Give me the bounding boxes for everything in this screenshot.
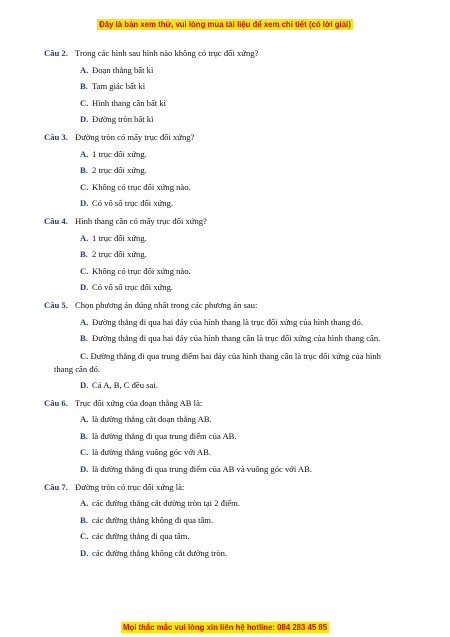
preview-banner-text: Đây là bản xem thử, vui lòng mua tài liệu để xem chi tiết (có lời giải)	[99, 20, 351, 29]
question-number: Câu 2.	[44, 48, 68, 58]
option-letter: C.	[80, 181, 89, 192]
question-number: Câu 6.	[44, 397, 68, 408]
question-number: Câu 7.	[44, 481, 68, 492]
option-letter: D.	[80, 463, 89, 474]
preview-banner	[0, 14, 450, 32]
option-b	[0, 515, 450, 532]
option-text: 2 trục đối xứng.	[92, 165, 147, 175]
option-d	[0, 464, 450, 482]
option-text: 1 trục đối xứng.	[92, 232, 147, 243]
option-text: Đường tròn bất kì	[92, 114, 154, 124]
option-text: Đường thẳng đi qua hai đáy của hình thang là trục đối xứng của hình thang đó.	[92, 316, 363, 327]
question-list	[0, 48, 450, 564]
question-number: Câu 3.	[44, 132, 68, 142]
option-text: là đường thẳng đi qua trung điểm của AB và vuông góc với AB.	[92, 463, 312, 474]
option-text: Đường thẳng đi qua trung điểm hai đáy của hình thang cân là trục đối xứng của hình thang cân đó.	[54, 350, 381, 374]
option-letter: A.	[80, 498, 89, 508]
option-a	[0, 149, 450, 166]
option-text: là đường thẳng cắt đoạn thẳng AB.	[92, 414, 212, 424]
option-text: Tam giác bất kì	[92, 81, 146, 91]
option-text: Không có trục đối xứng nào.	[92, 265, 191, 276]
option-text: các đường thẳng không đi qua tâm.	[92, 514, 214, 525]
option-letter: A.	[80, 414, 89, 424]
option-b	[0, 165, 450, 182]
option-letter: B.	[80, 165, 88, 175]
option-letter: B.	[80, 514, 88, 525]
option-c	[0, 98, 450, 115]
option-c	[0, 447, 450, 464]
option-text: 2 trục đối xứng.	[92, 249, 147, 259]
question-text: Trong các hình sau hình nào không có trục đối xứng?	[75, 48, 259, 58]
option-b	[0, 249, 450, 266]
option-a	[0, 414, 450, 431]
option-text: Đoạn thẳng bất kì	[92, 64, 154, 75]
option-text: là đường thẳng đi qua trung điểm của AB.	[92, 430, 237, 441]
question-text: Chọn phương án đúng nhất trong các phương án sau:	[75, 300, 258, 310]
option-b	[0, 81, 450, 98]
question-7	[0, 482, 450, 499]
question-text: Trục đối xứng của đoạn thẳng AB là:	[75, 397, 203, 408]
option-text: 1 trục đối xứng.	[92, 148, 147, 159]
option-text: là đường thẳng vuông góc với AB.	[92, 447, 212, 457]
option-c-body	[54, 350, 394, 376]
option-letter: C.	[80, 447, 89, 457]
option-letter: A.	[80, 64, 89, 75]
question-6	[0, 398, 450, 415]
option-letter: D.	[80, 114, 89, 124]
option-d	[0, 198, 450, 216]
option-letter: B.	[80, 81, 88, 91]
option-d	[0, 114, 450, 132]
option-d	[0, 282, 450, 300]
option-a	[0, 233, 450, 250]
option-a	[0, 65, 450, 82]
option-text: các đường thẳng đi qua tâm.	[92, 531, 190, 541]
question-5	[0, 300, 450, 317]
option-text: Đường thẳng đi qua hai đáy của hình thang cân là trục đối xứng của hình thang cân.	[92, 333, 381, 343]
option-c	[0, 350, 450, 380]
hotline-footer-text: Mọi thắc mắc vui lòng xin liên hệ hotline: 084 283 45 85	[122, 623, 328, 632]
option-letter: C.	[80, 350, 89, 361]
option-letter: A.	[80, 232, 89, 243]
question-text: Đường tròn có mấy trục đối xứng?	[75, 132, 195, 142]
question-2	[0, 48, 450, 65]
option-letter: D.	[80, 547, 89, 558]
option-b	[0, 333, 450, 350]
question-3	[0, 132, 450, 149]
option-text: Có vô số trục đối xứng.	[92, 198, 174, 208]
option-b	[0, 431, 450, 448]
option-letter: C.	[80, 97, 89, 108]
question-4	[0, 216, 450, 233]
option-letter: D.	[80, 282, 89, 292]
option-text: các đường thẳng không cắt đường tròn.	[92, 547, 228, 558]
option-letter: A.	[80, 148, 89, 159]
option-letter: C.	[80, 531, 89, 541]
option-text: các đường thẳng cắt đường tròn tại 2 điểm.	[92, 498, 240, 508]
option-c	[0, 266, 450, 283]
hotline-footer	[0, 617, 450, 635]
option-letter: B.	[80, 249, 88, 259]
option-text: Hình thang cân bất kì	[92, 97, 166, 108]
option-d	[0, 380, 450, 398]
option-letter: C.	[80, 265, 89, 276]
option-d	[0, 548, 450, 565]
option-letter: D.	[80, 379, 89, 390]
option-text: Có vô số trục đối xứng.	[92, 282, 174, 292]
option-c	[0, 531, 450, 548]
option-text: Cả A, B, C đều sai.	[92, 379, 158, 390]
question-text: Đường tròn có trục đối xứng là:	[75, 481, 185, 492]
option-a	[0, 317, 450, 334]
option-letter: D.	[80, 198, 89, 208]
question-text: Hình thang cân có mấy trục đối xứng?	[75, 216, 207, 226]
option-text: Không có trục đối xứng nào.	[92, 181, 191, 192]
option-letter: B.	[80, 333, 88, 343]
question-number: Câu 5.	[44, 300, 68, 310]
option-a	[0, 498, 450, 515]
option-c	[0, 182, 450, 199]
option-letter: A.	[80, 316, 89, 327]
option-letter: B.	[80, 430, 88, 441]
question-number: Câu 4.	[44, 216, 68, 226]
